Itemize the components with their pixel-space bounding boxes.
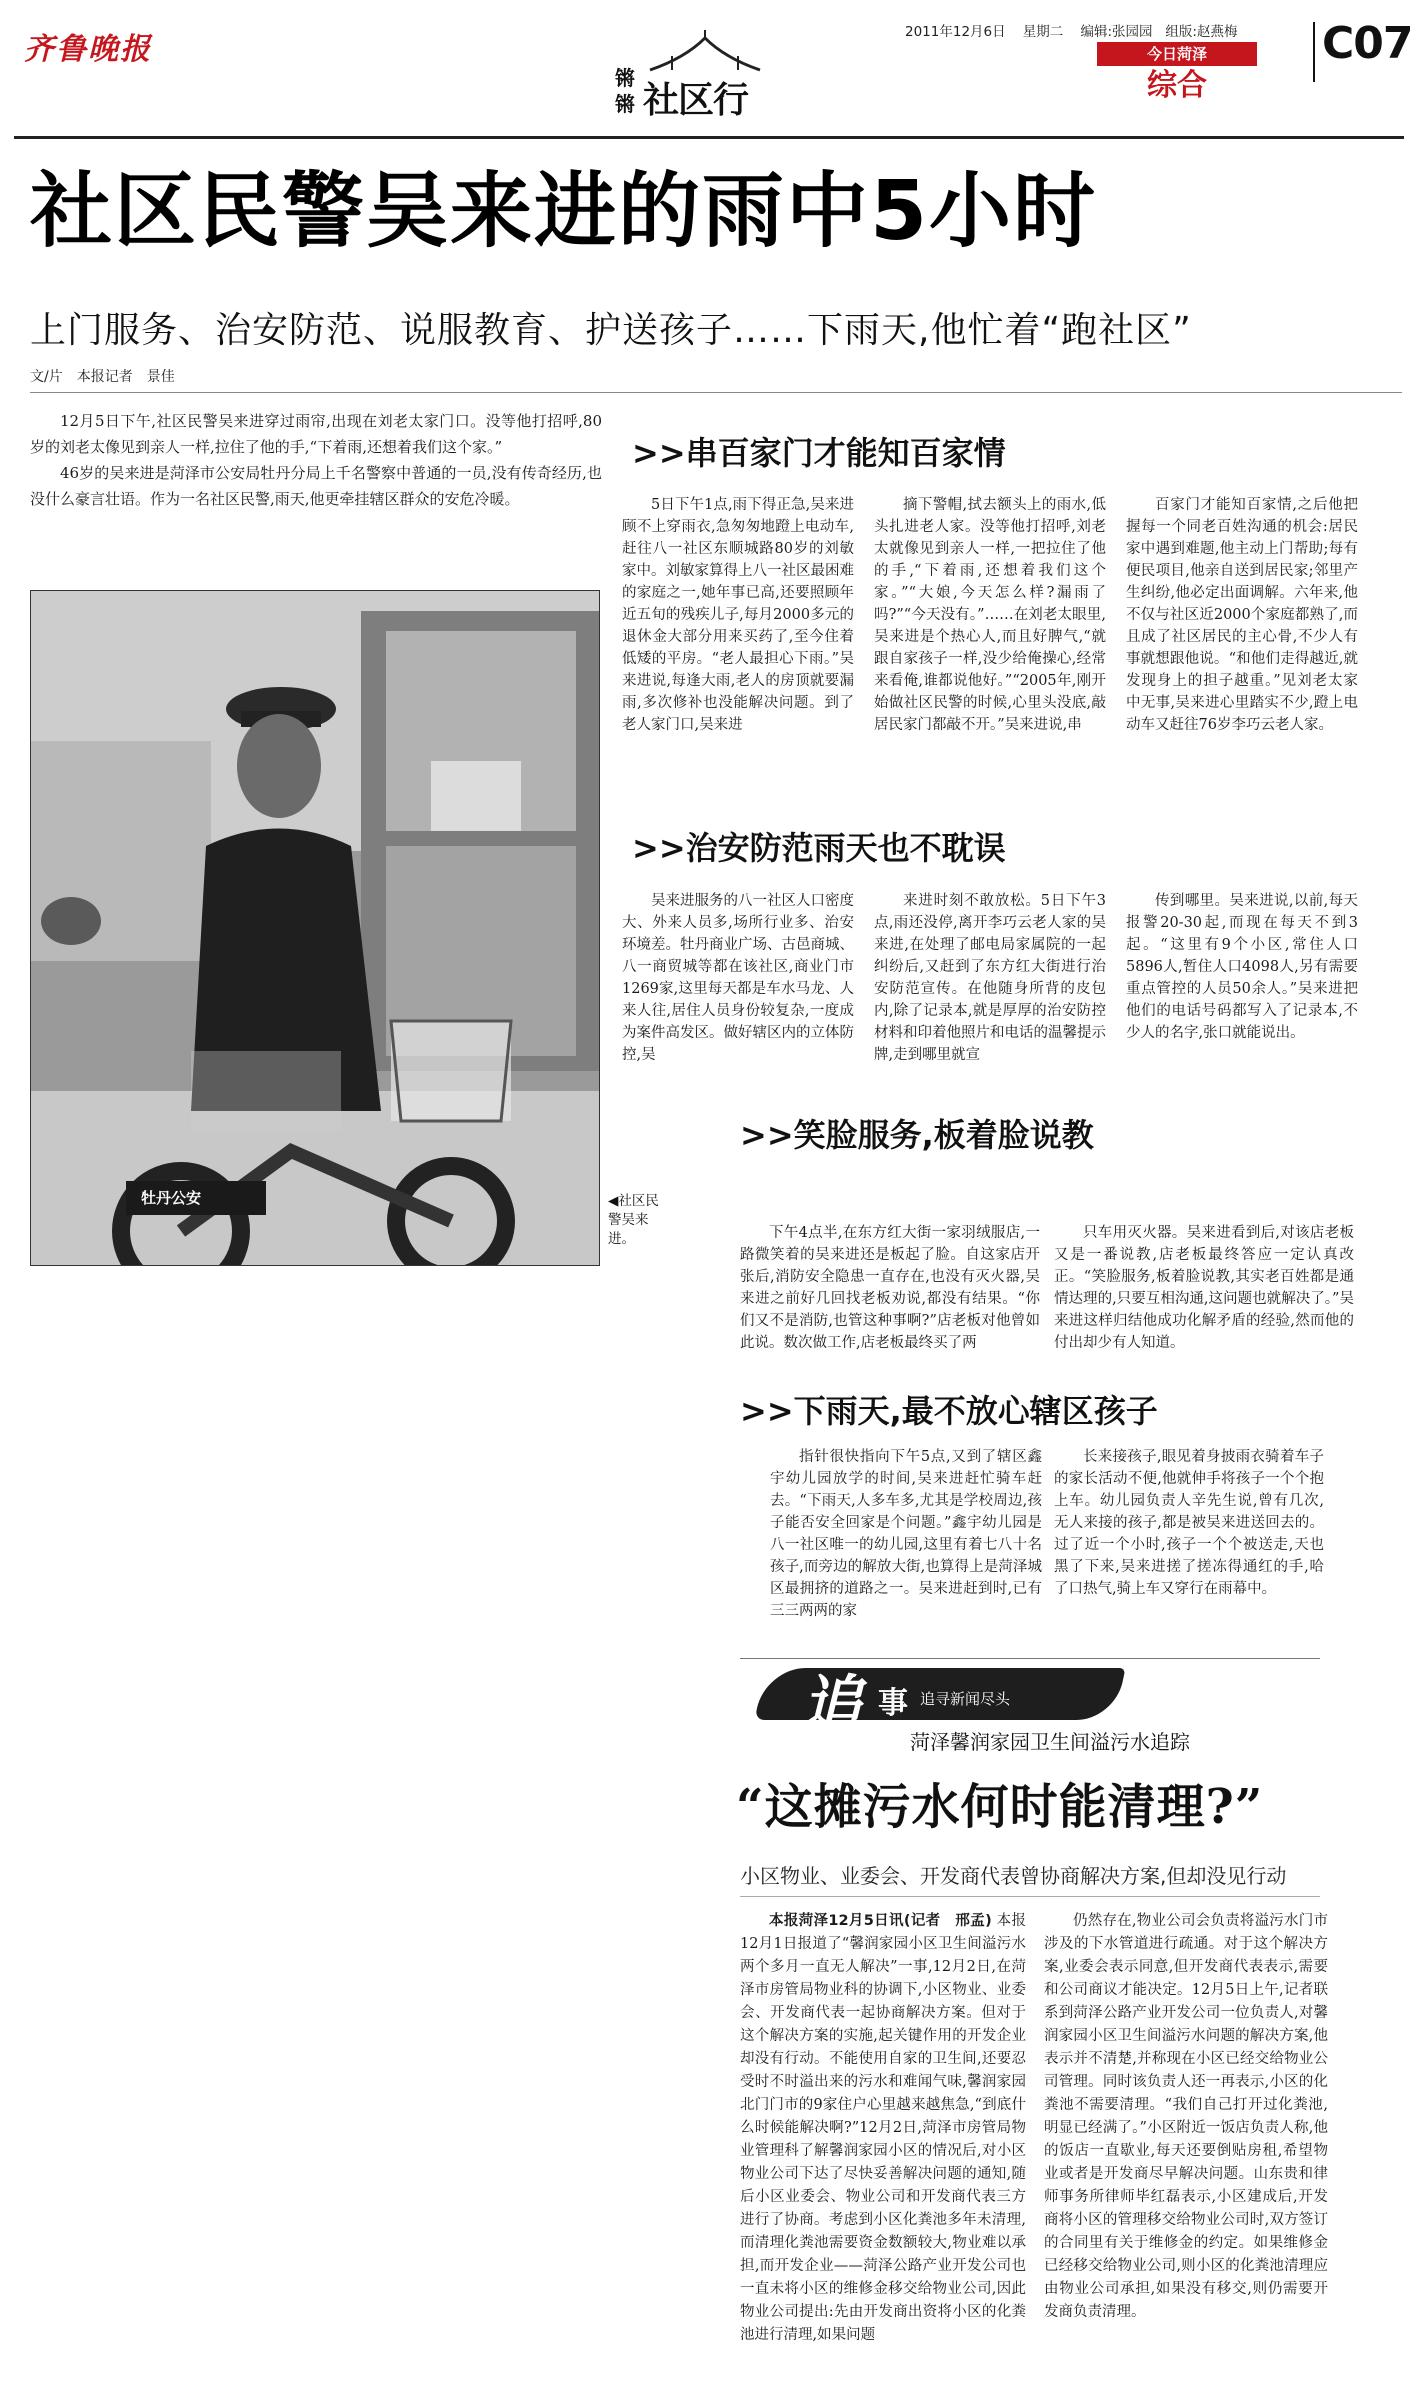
layout-editor: 组版:赵燕梅 [1165,24,1238,40]
lead-paragraph: 46岁的吴来进是菏泽市公安局牡丹分局上千名警察中普通的一员,没有传奇经历,也没什么豪言壮语。作为一名社区民警,雨天,他更牵挂辖区群众的安危冷暖。 [30,464,602,508]
paper-name: 齐鲁晚报 [24,32,152,67]
column-logo-top: 锵 [615,66,635,90]
followup-headline: “这摊污水何时能清理?” [736,1779,1264,1835]
section-name: 综合 [1147,68,1207,103]
police-photo [30,590,600,1266]
banner-big-char: 追 [802,1669,862,1739]
followup-sub-rule [740,1896,1320,1897]
lead-paragraph: 12月5日下午,社区民警吴来进穿过雨帘,出现在刘老太家门口。没等他打招呼,80岁的刘老太像见到亲人一样,拉住了他的手,“下着雨,还想着我们这个家。” [30,412,602,456]
followup-banner [760,1660,1190,1754]
section-column: 传到哪里。吴来进说,以前,每天报警20-30起,而现在每天不到3起。“这里有9个小区,常住人口5896人,暂住人口4098人,另有需要重点管控的人员50余人。”吴来进把他们的电话号码都写入了记录本,不少人的名字,张口就能说出。 [1126,893,1358,1041]
section-column: 只车用灭火器。吴来进看到后,对该店老板又是一番说教,店老板最终答应一定认真改正。“笑脸服务,板着脸说教,其实老百姓都是通情达理的,只要互相沟通,这问题也就解决了。”吴来进这样归结他成功化解矛盾的经验,然而他的付出却少有人知道。 [1054,1225,1354,1351]
section-heading: >>治安防范雨天也不耽误 [632,829,1006,867]
followup-column: 仍然存在,物业公司会负责将溢污水门市涉及的下水管道进行疏通。对于这个解决方案,业委会表示同意,但开发商代表表示,需要和公司商议才能决定。12月5日上午,记者联系到菏泽公路产业开发公司一位负责人,对馨润家园小区卫生间溢污水问题的解决方案,他表示并不清楚,并称现在小区已经交给物业公司管理。同时该负责人还一再表示,小区的化粪池不需要清理。“我们自己打开过化粪池,明显已经满了。”小区附近一饭店负责人称,他的饭店一直歇业,每天还要倒贴房租,希望物业或者是开发商尽早解决问题。山东贵和律师事务所律师毕红磊表示,小区建成后,开发商将小区的管理移交给物业公司时,双方签订的合同里有关于维修金的约定。如果维修金已经移交给物业公司,则小区的化粪池清理应由物业公司承担,如果没有移交,则仍需要开发商负责清理。 [1044,1913,1328,2320]
section-heading: >>下雨天,最不放心辖区孩子 [740,1392,1158,1430]
section-column: 长来接孩子,眼见着身披雨衣骑着车子的家长活动不便,他就伸手将孩子一个个抱上车。幼儿园负责人辛先生说,曾有几次,无人来接的孩子,都是被吴来进送回去的。过了近一个小时,孩子一个个被送走,天也黑了下来,吴来进搓了搓冻得通红的手,哈了口热气,骑上车又穿行在雨幕中。 [1054,1449,1324,1597]
byline-rule [30,392,1402,393]
photo-caption: ◀社区民警吴来进。 [608,1193,659,1247]
section-heading: >>串百家门才能知百家情 [632,434,1006,472]
section-column: 指针很快指向下午5点,又到了辖区鑫宇幼儿园放学的时间,吴来进赶忙骑车赶去。“下雨天,人多车多,尤其是学校周边,孩子能否安全回家是个问题。”鑫宇幼儿园是八一社区唯一的幼儿园,这里有着七八十名孩子,而旁边的解放大街,也算得上是菏泽城区最拥挤的道路之一。吴来进赶到时,已有三三两两的家 [770,1449,1042,1619]
weekday: 星期二 [1022,24,1064,40]
bike-plate-text: 牡丹公安 [141,1189,202,1207]
section-column: 来进时刻不敢放松。5日下午3点,雨还没停,离开李巧云老人家的吴来进,在处理了邮电局家属院的一起纠纷后,又赶到了东方红大街进行治安防范宣传。在他随身所背的皮包内,除了记录本,就是厚厚的治安防控材料和印着他照片和电话的温馨提示牌,走到哪里就宣 [874,893,1106,1063]
headline: 社区民警吴来进的雨中5小时 [30,164,1098,259]
page-number: C07 [1322,18,1413,69]
subheadline: 上门服务、治安防范、说服教育、护送孩子……下雨天,他忙着“跑社区” [30,310,1192,351]
page-divider [1313,22,1315,82]
followup-text: 本报12月1日报道了“馨润家园小区卫生间溢污水两个多月一直无人解决”一事,12月2日,在菏泽市房管局物业科的协调下,小区物业、业委会、开发商代表一起协商解决方案。但对于这个解决方案的实施,起关键作用的开发企业却没有行动。不能使用自家的卫生间,还要忍受时不时溢出来的污水和难闻气味,馨润家园北门门市的9家住户心里越来越焦急,“到底什么时候能解决啊?”12月2日,菏泽市房管局物业管理科了解馨润家园小区的情况后,对小区物业公司下达了尽快妥善解决问题的通知,随后小区业委会、物业公司和开发商代表三方进行了协商。考虑到小区化粪池多年未清理,而清理化粪池需要资金数额较大,物业难以承担,而开发企业——菏泽公路产业开发公司也一直未将小区的维修金移交给物业公司,因此物业公司提出:先由开发商出资将小区的化粪池进行清理,如果问题 [740,1913,1027,2343]
section-heading: >>笑脸服务,板着脸说教 [740,1116,1094,1154]
section-column: 5日下午1点,雨下得正急,吴来进顾不上穿雨衣,急匆匆地蹬上电动车,赶往八一社区东顺城路80岁的刘敏家中。刘敏家算得上八一社区最困难的家庭之一,她年事已高,还要照顾年近五旬的残疾儿子,每月2000多元的退休金大部分用来买药了,至今住着低矮的平房。“老人最担心下雨。”吴来进说,每逢大雨,老人的房顶就要漏雨,多次修补也没能解决问题。到了老人家门口,吴来进 [622,497,854,733]
lead-text [30,408,602,512]
date-line [905,20,1237,40]
section-column: 摘下警帽,拭去额头上的雨水,低头扎进老人家。没等他打招呼,刘老太就像见到亲人一样,一把拉住了他的手,“下着雨,还想着我们这个家。”“大娘,今天怎么样?漏雨了吗?”“今天没有。”……在刘老太眼里,吴来进是个热心人,而且好脾气,“就跟自家孩子一样,没少给俺操心,经常来看俺,谁都说他好。”“2005年,刚开始做社区民警的时候,心里头没底,敲居民家门都敲不开。”吴来进说,串 [874,497,1106,733]
date: 2011年12月6日 [905,24,1006,40]
byline: 文/片 本报记者 景佳 [30,369,175,385]
section-column: 下午4点半,在东方红大街一家羽绒服店,一路微笑着的吴来进还是板起了脸。自这家店开张后,消防安全隐患一直存在,也没有灭火器,吴来进之前好几回找老板劝说,都没有结果。“你们又不是消防,也管这种事啊?”店老板对他曾如此说。数次做工作,店老板最终买了两 [740,1225,1040,1351]
column-logo-bottom: 锵 [615,92,635,116]
followup-subject: 菏泽馨润家园卫生间溢污水追踪 [910,1730,1190,1754]
banner-small: 追寻新闻尽头 [920,1690,1011,1708]
banner-mid-char: 事 [878,1686,908,1721]
column-logo [610,30,800,130]
section-column: 百家门才能知百家情,之后他把握每一个同老百姓沟通的机会:居民家中遇到难题,他主动上门帮助;每有便民项目,他亲自送到居民家;邻里产生纠纷,他必定出面调解。六年来,他不仅与社区近2000个家庭都熟了,而且成了社区居民的主心骨,不少人有事就想跟他说。“和他们走得越近,就发现身上的担子越重。”见刘老太家中无事,吴来进心里踏实不少,蹬上电动车又赶往76岁李巧云老人家。 [1126,497,1358,733]
column-logo-title: 社区行 [643,80,749,121]
photo-scene [31,591,599,1265]
masthead-rule [14,136,1404,139]
masthead [0,0,1417,145]
followup-column [740,1910,1026,2347]
followup-subheadline: 小区物业、业委会、开发商代表曾协商解决方案,但却没见行动 [740,1864,1287,1888]
editor: 编辑:张园园 [1080,24,1153,40]
section-tag: 今日菏泽 [1097,42,1257,66]
followup-byline: 本报菏泽12月5日讯(记者 邢孟) [769,1913,992,1929]
section-column: 吴来进服务的八一社区人口密度大、外来人员多,场所行业多、治安环境差。牡丹商业广场、古邑商城、八一商贸城等都在该社区,商业门市1269家,这里每天都是车水马龙、人来人往,居住人员身份较复杂,一度成为案件高发区。做好辖区内的立体防控,吴 [622,893,854,1063]
